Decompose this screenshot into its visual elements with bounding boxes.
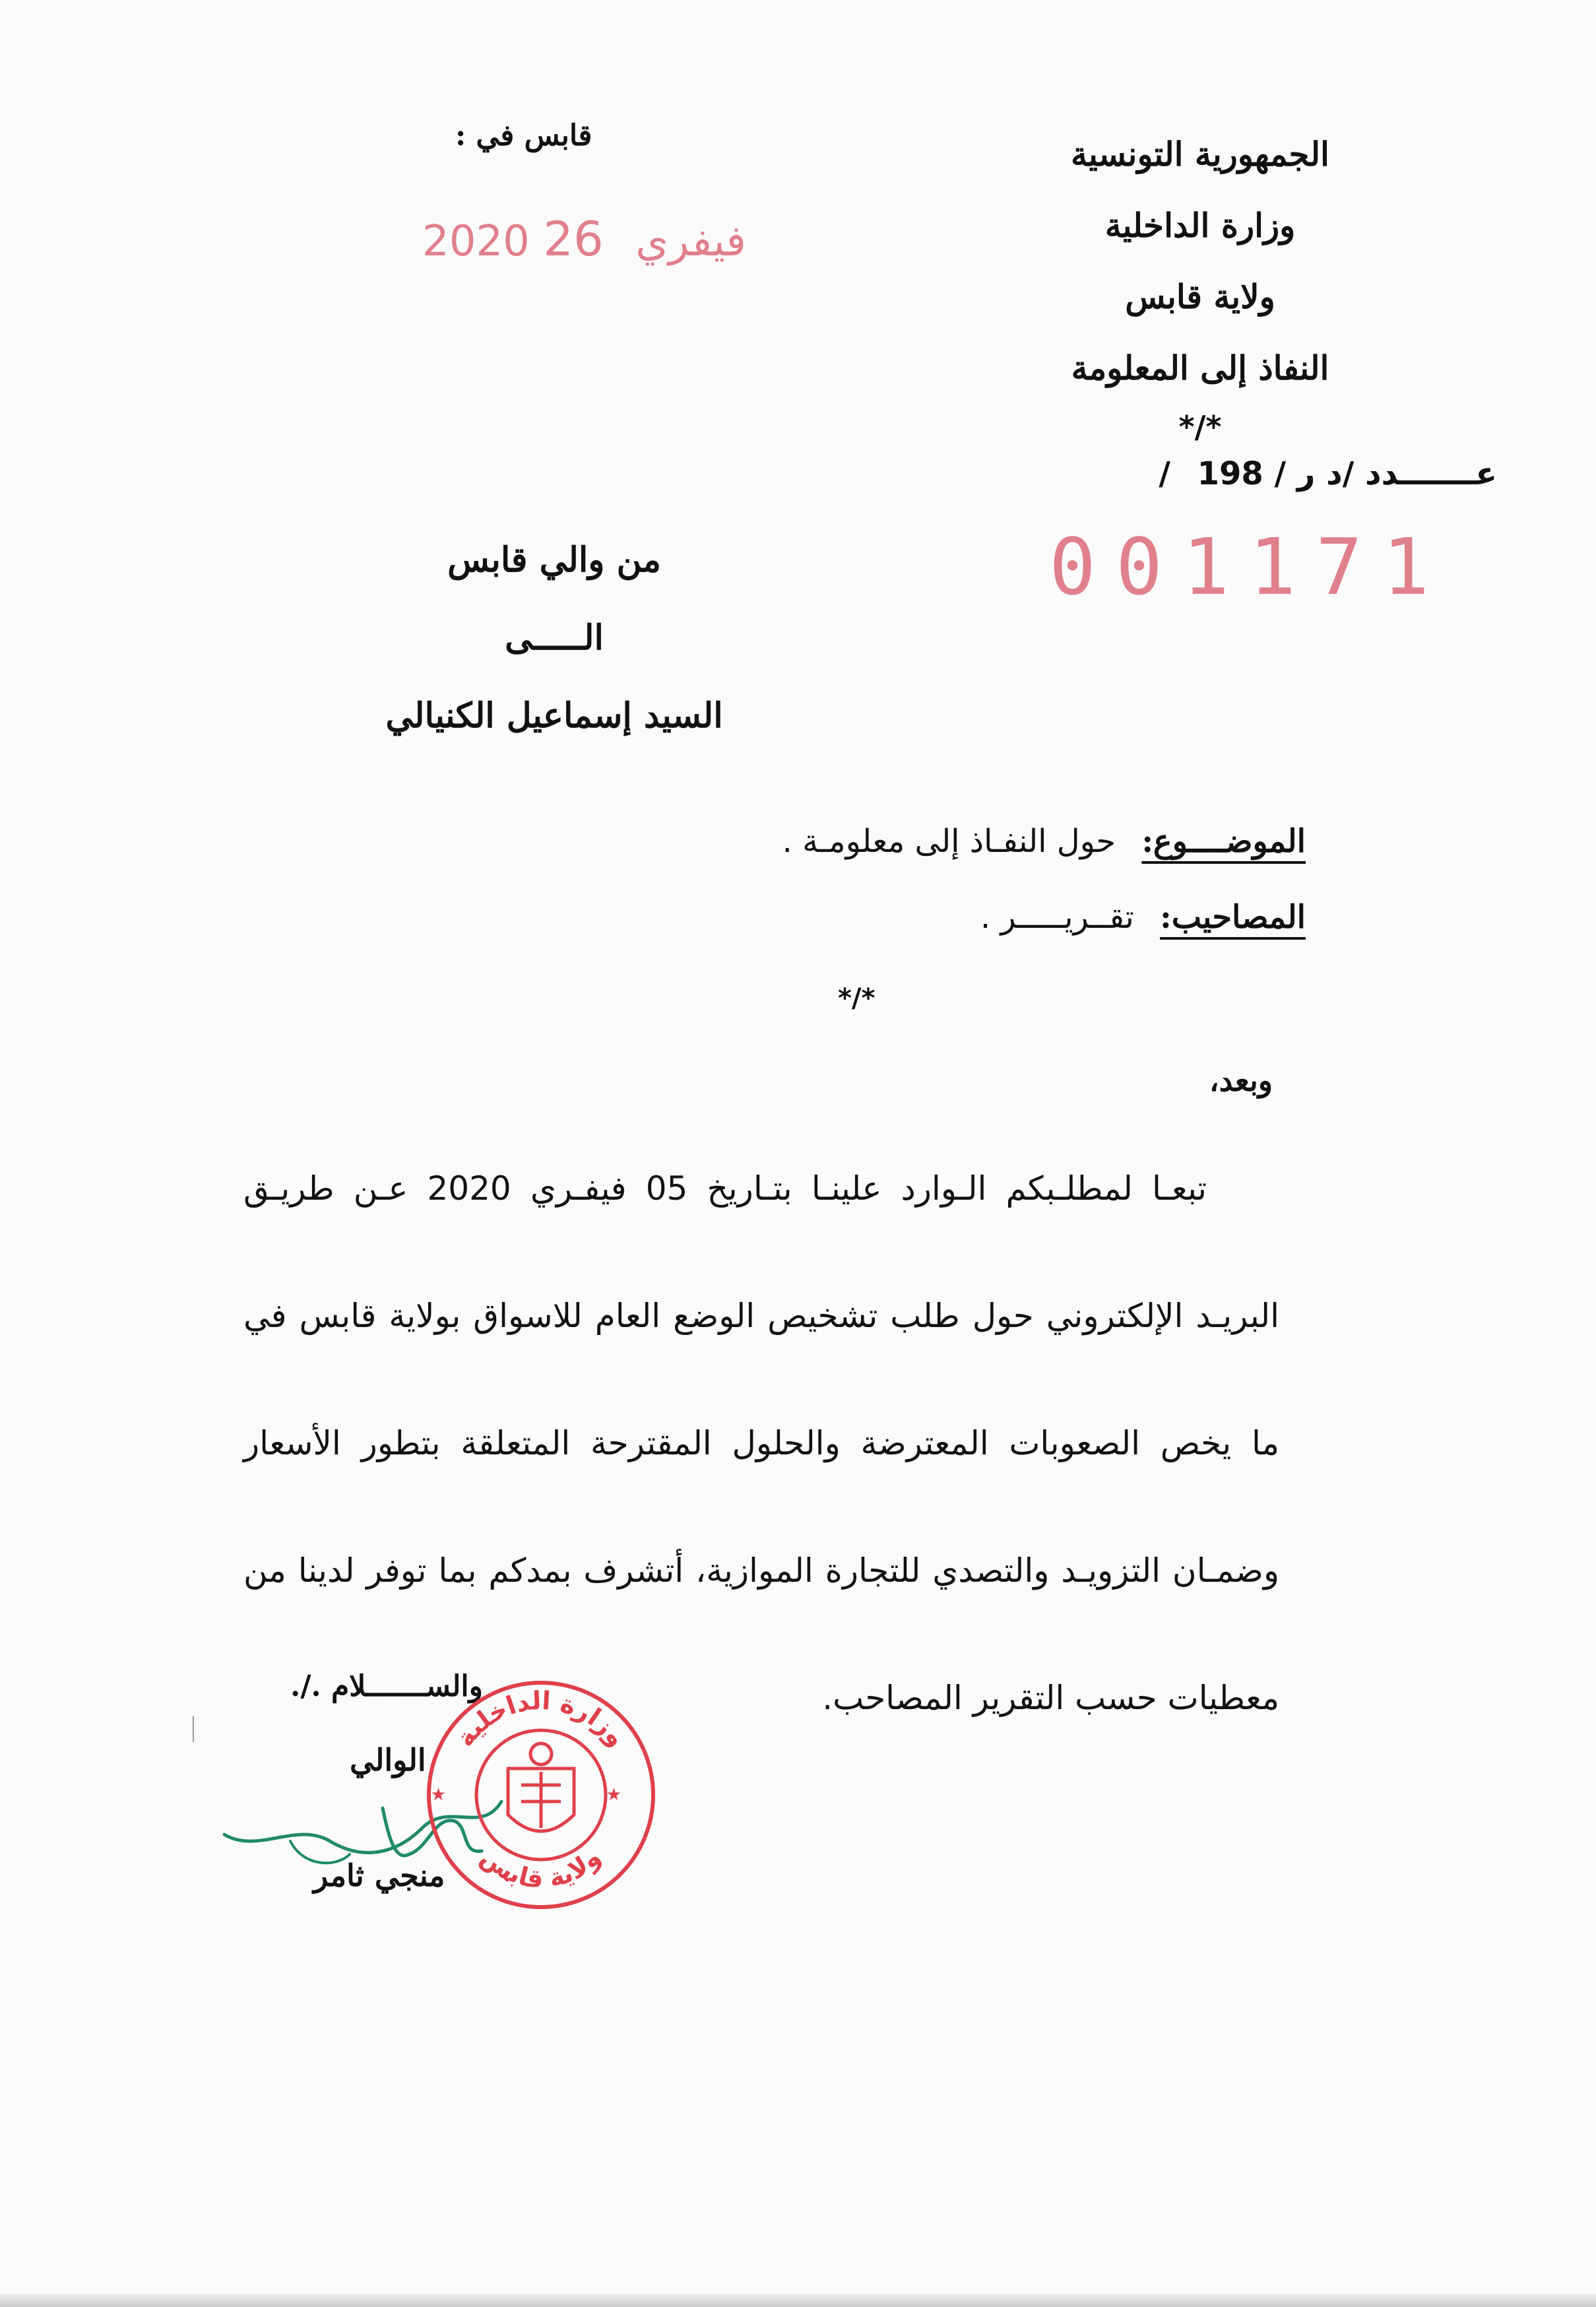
to-label: الـــــى: [505, 618, 604, 658]
office-name: النفاذ إلى المعلومة: [1071, 348, 1329, 387]
subject-label: الموضــــوع:: [1141, 823, 1306, 860]
subject-value: حول النفـاذ إلى معلومـة .: [782, 823, 1116, 860]
signatory-name: منجي ثامر: [313, 1858, 445, 1893]
svg-text:ولاية قابس: [476, 1842, 607, 1893]
addressing-block: [356, 521, 752, 755]
letterhead: [969, 119, 1431, 450]
letter-meta: [782, 808, 1306, 960]
republic-name: الجمهورية التونسية: [1071, 135, 1329, 174]
signatory-title: الوالي: [350, 1742, 426, 1778]
date-stamp-year: 2020: [422, 217, 530, 266]
seal-star-icon: ★: [606, 1785, 622, 1805]
seal-top-text: وزارة الداخلية: [450, 1685, 632, 1752]
date-stamp: [422, 211, 765, 267]
subject-row: [782, 808, 1306, 884]
registration-stamp-number: 001171: [1049, 521, 1450, 612]
date-stamp-month: فيفري: [635, 217, 746, 266]
seal-star-icon: ★: [430, 1785, 446, 1805]
governorate-name: ولاية قابس: [1125, 277, 1275, 316]
closing-salutation: والســـــــلام ./.: [290, 1670, 483, 1703]
coat-of-arms-icon: [508, 1743, 574, 1831]
reference-number: 198: [1197, 455, 1263, 492]
reference-code: / عـــــــدد /د ر /: [1159, 455, 1497, 492]
scan-mark: [193, 1716, 194, 1742]
attachment-row: [782, 884, 1306, 960]
attachment-label: المصاحيب:: [1160, 899, 1306, 936]
header-separator: */*: [1178, 409, 1222, 445]
official-seal: [422, 1676, 660, 1914]
greeting: وبعد،: [1209, 1062, 1273, 1098]
place-date-label: قابس في :: [455, 119, 592, 152]
body-paragraph: تبعـا لمطلـبكم الـوارد علينـا بتـاريخ 05 فيفـري 2020 عـن طريـق البريـد الإلكتروني حول طلب تشخيص الوضع العام للاسواق بولاية قابس في ما يخص الصعوبات المعترضة والحلول المقترحة المتعلقة بتطور الأسعار وضمـان التزويـد والتصدي للتجارة الموازية، أتشرف بمدكم بما توفر لدينا من معطيات حسب التقرير المصاحب.: [243, 1169, 1279, 1717]
sender: من والي قابس: [447, 540, 661, 580]
scan-bottom-edge: [0, 2294, 1596, 2307]
section-separator: */*: [838, 983, 876, 1014]
reference-line: [1159, 455, 1497, 492]
date-stamp-day: 26: [543, 211, 604, 267]
attachment-value: تقــريـــــر .: [980, 899, 1134, 936]
seal-bottom-text: ولاية قابس: [475, 1842, 606, 1894]
recipient: السيد إسماعيل الكنيالي: [385, 696, 723, 736]
ministry-name: وزارة الداخلية: [1104, 206, 1296, 245]
